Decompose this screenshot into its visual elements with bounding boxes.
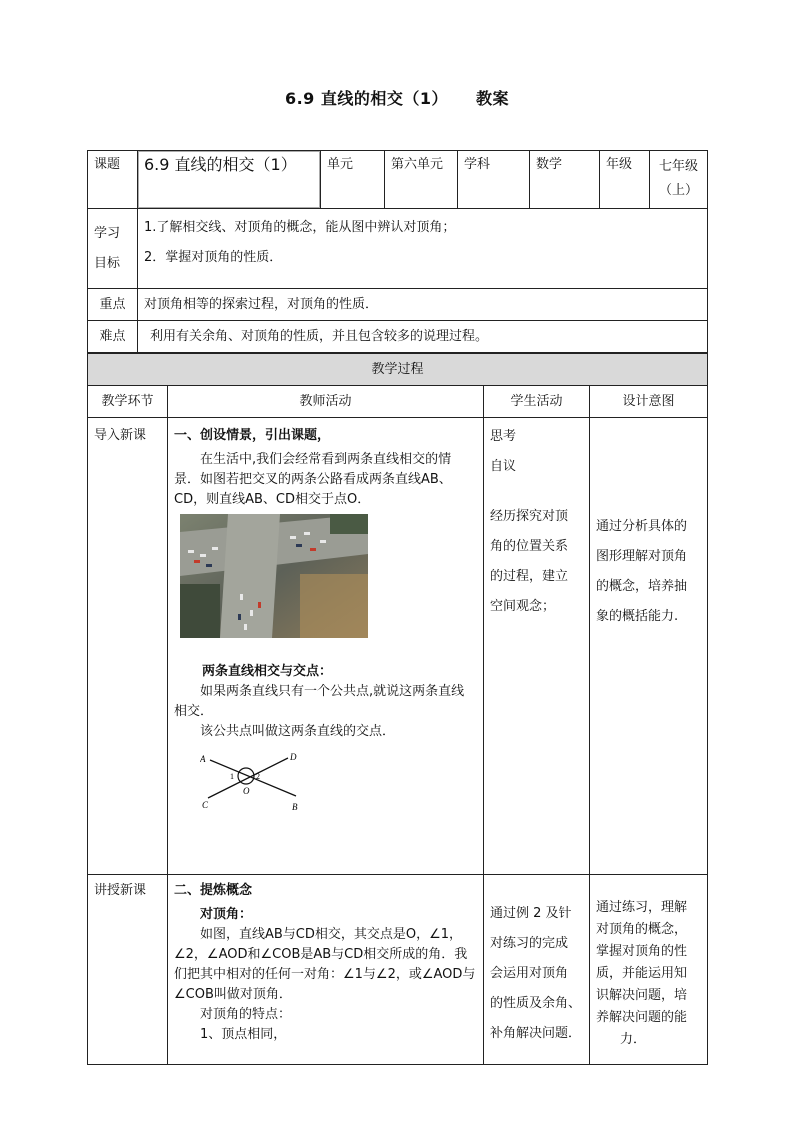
- objective-item-2: 2．掌握对顶角的性质．: [144, 250, 283, 265]
- intent-line: 图形理解对顶角: [596, 549, 688, 564]
- intent-line: 通过分析具体的: [596, 519, 688, 534]
- objectives-content: [138, 209, 708, 289]
- intent-line: 识解决问题，培: [596, 988, 688, 1003]
- intent-line: 的概念，培养抽: [596, 579, 688, 594]
- document-title: [0, 86, 794, 109]
- subject-value: 数学: [530, 151, 600, 209]
- header-student: 学生活动: [484, 386, 590, 418]
- objective-item-1: 1.了解相交线、对顶角的概念，能从图中辨认对顶角；: [144, 220, 456, 235]
- road-intersection-photo: [180, 514, 368, 638]
- process-band: 教学过程: [88, 354, 708, 386]
- teacher-activity-intro: [168, 418, 484, 875]
- intent-line: 对顶角的概念，: [596, 922, 688, 937]
- course-value: 6.9 直线的相交（1）: [138, 151, 321, 209]
- objectives-label-line2: 目标: [94, 256, 121, 271]
- grade-value: [650, 151, 708, 209]
- intersection-subheading: 两条直线相交与交点：: [202, 664, 333, 679]
- teaching-process-table: [87, 353, 708, 1065]
- student-line: 会运用对顶角: [490, 966, 569, 981]
- intro-heading: 一、创设情景，引出课题，: [174, 428, 331, 443]
- teacher-activity-lecture: [168, 875, 484, 1065]
- angle-2-label: 2: [256, 772, 260, 781]
- key-point-label: 重点: [88, 289, 138, 321]
- header-teacher: 教师活动: [168, 386, 484, 418]
- student-activity-lecture: [484, 875, 590, 1065]
- angle-1-label: 1: [230, 772, 234, 781]
- grade-value-line2: （上）: [658, 183, 698, 198]
- objectives-label-line1: 学习: [94, 226, 121, 241]
- student-line: 经历探究对顶: [490, 509, 569, 524]
- header-stage: 教学环节: [88, 386, 168, 418]
- intent-line: 力．: [620, 1032, 647, 1047]
- point-c-label: C: [202, 800, 209, 810]
- document-title-main: 6.9 直线的相交（1）: [284, 89, 449, 108]
- student-line: 的性质及余角、: [490, 996, 582, 1011]
- grade-label: 年级: [600, 151, 650, 209]
- difficulty-text: 利用有关余角、对顶角的性质，并且包含较多的说理过程。: [138, 321, 708, 353]
- point-a-label: A: [200, 754, 206, 764]
- student-line: 角的位置关系: [490, 539, 569, 554]
- subject-label: 学科: [458, 151, 530, 209]
- header-intent: 设计意图: [590, 386, 708, 418]
- point-o-label: O: [243, 786, 250, 796]
- intersecting-lines-diagram: [200, 750, 310, 812]
- student-line: 思考: [490, 429, 517, 444]
- vertical-angle-paragraph: 如图，直线AB与CD相交，其交点是O，∠1，∠2，∠AOD和∠COB是AB与CD相交所成的角．我们把其中相对的任何一对角：∠1与∠2，或∠AOD与∠COB叫做对顶角．: [174, 927, 476, 1002]
- intent-line: 质，并能运用知: [596, 966, 688, 981]
- road-intersection-image: [180, 514, 368, 638]
- stage-intro: 导入新课: [88, 418, 168, 875]
- design-intent-intro: [590, 418, 708, 875]
- intent-line: 掌握对顶角的性: [596, 944, 688, 959]
- key-point-text: 对顶角相等的探索过程，对顶角的性质．: [138, 289, 708, 321]
- vertical-angle-subheading: 对顶角：: [200, 907, 253, 922]
- objectives-label: [88, 209, 138, 289]
- feature-1: 1、顶点相同，: [200, 1027, 287, 1042]
- student-line-spacer: [490, 482, 583, 502]
- intro-paragraph: 在生活中,我们会经常看到两条直线相交的情景．如图若把交叉的两条公路看成两条直线AB、CD，则直线AB、CD相交于点O．: [174, 452, 452, 507]
- student-line: 空间观念；: [490, 599, 556, 614]
- intent-line: 养解决问题的能: [596, 1010, 688, 1025]
- student-line: 自议: [490, 459, 517, 474]
- student-line: 对练习的完成: [490, 936, 569, 951]
- point-d-label: D: [290, 752, 297, 762]
- course-label: 课题: [88, 151, 138, 209]
- intersection-definition: 如果两条直线只有一个公共点,就说这两条直线相交．: [174, 684, 465, 719]
- intersection-point-definition: 该公共点叫做这两条直线的交点．: [200, 724, 396, 739]
- student-line: 的过程，建立: [490, 569, 569, 584]
- difficulty-label: 难点: [88, 321, 138, 353]
- unit-label: 单元: [321, 151, 385, 209]
- lesson-info-table: [87, 150, 708, 353]
- document-title-suffix: 教案: [476, 89, 510, 108]
- unit-value: 第六单元: [385, 151, 458, 209]
- point-b-label: B: [292, 802, 298, 812]
- student-activity-intro: [484, 418, 590, 875]
- design-intent-lecture: [590, 875, 708, 1065]
- stage-lecture: 讲授新课: [88, 875, 168, 1065]
- features-heading: 对顶角的特点：: [200, 1007, 292, 1022]
- student-line: 通过例 2 及针: [490, 906, 572, 921]
- lecture-heading: 二、提炼概念: [174, 883, 253, 898]
- intent-line: 通过练习，理解: [596, 900, 688, 915]
- student-line: 补角解决问题．: [490, 1026, 582, 1041]
- grade-value-line1: 七年级: [658, 159, 698, 174]
- intent-line: 象的概括能力.: [596, 609, 679, 624]
